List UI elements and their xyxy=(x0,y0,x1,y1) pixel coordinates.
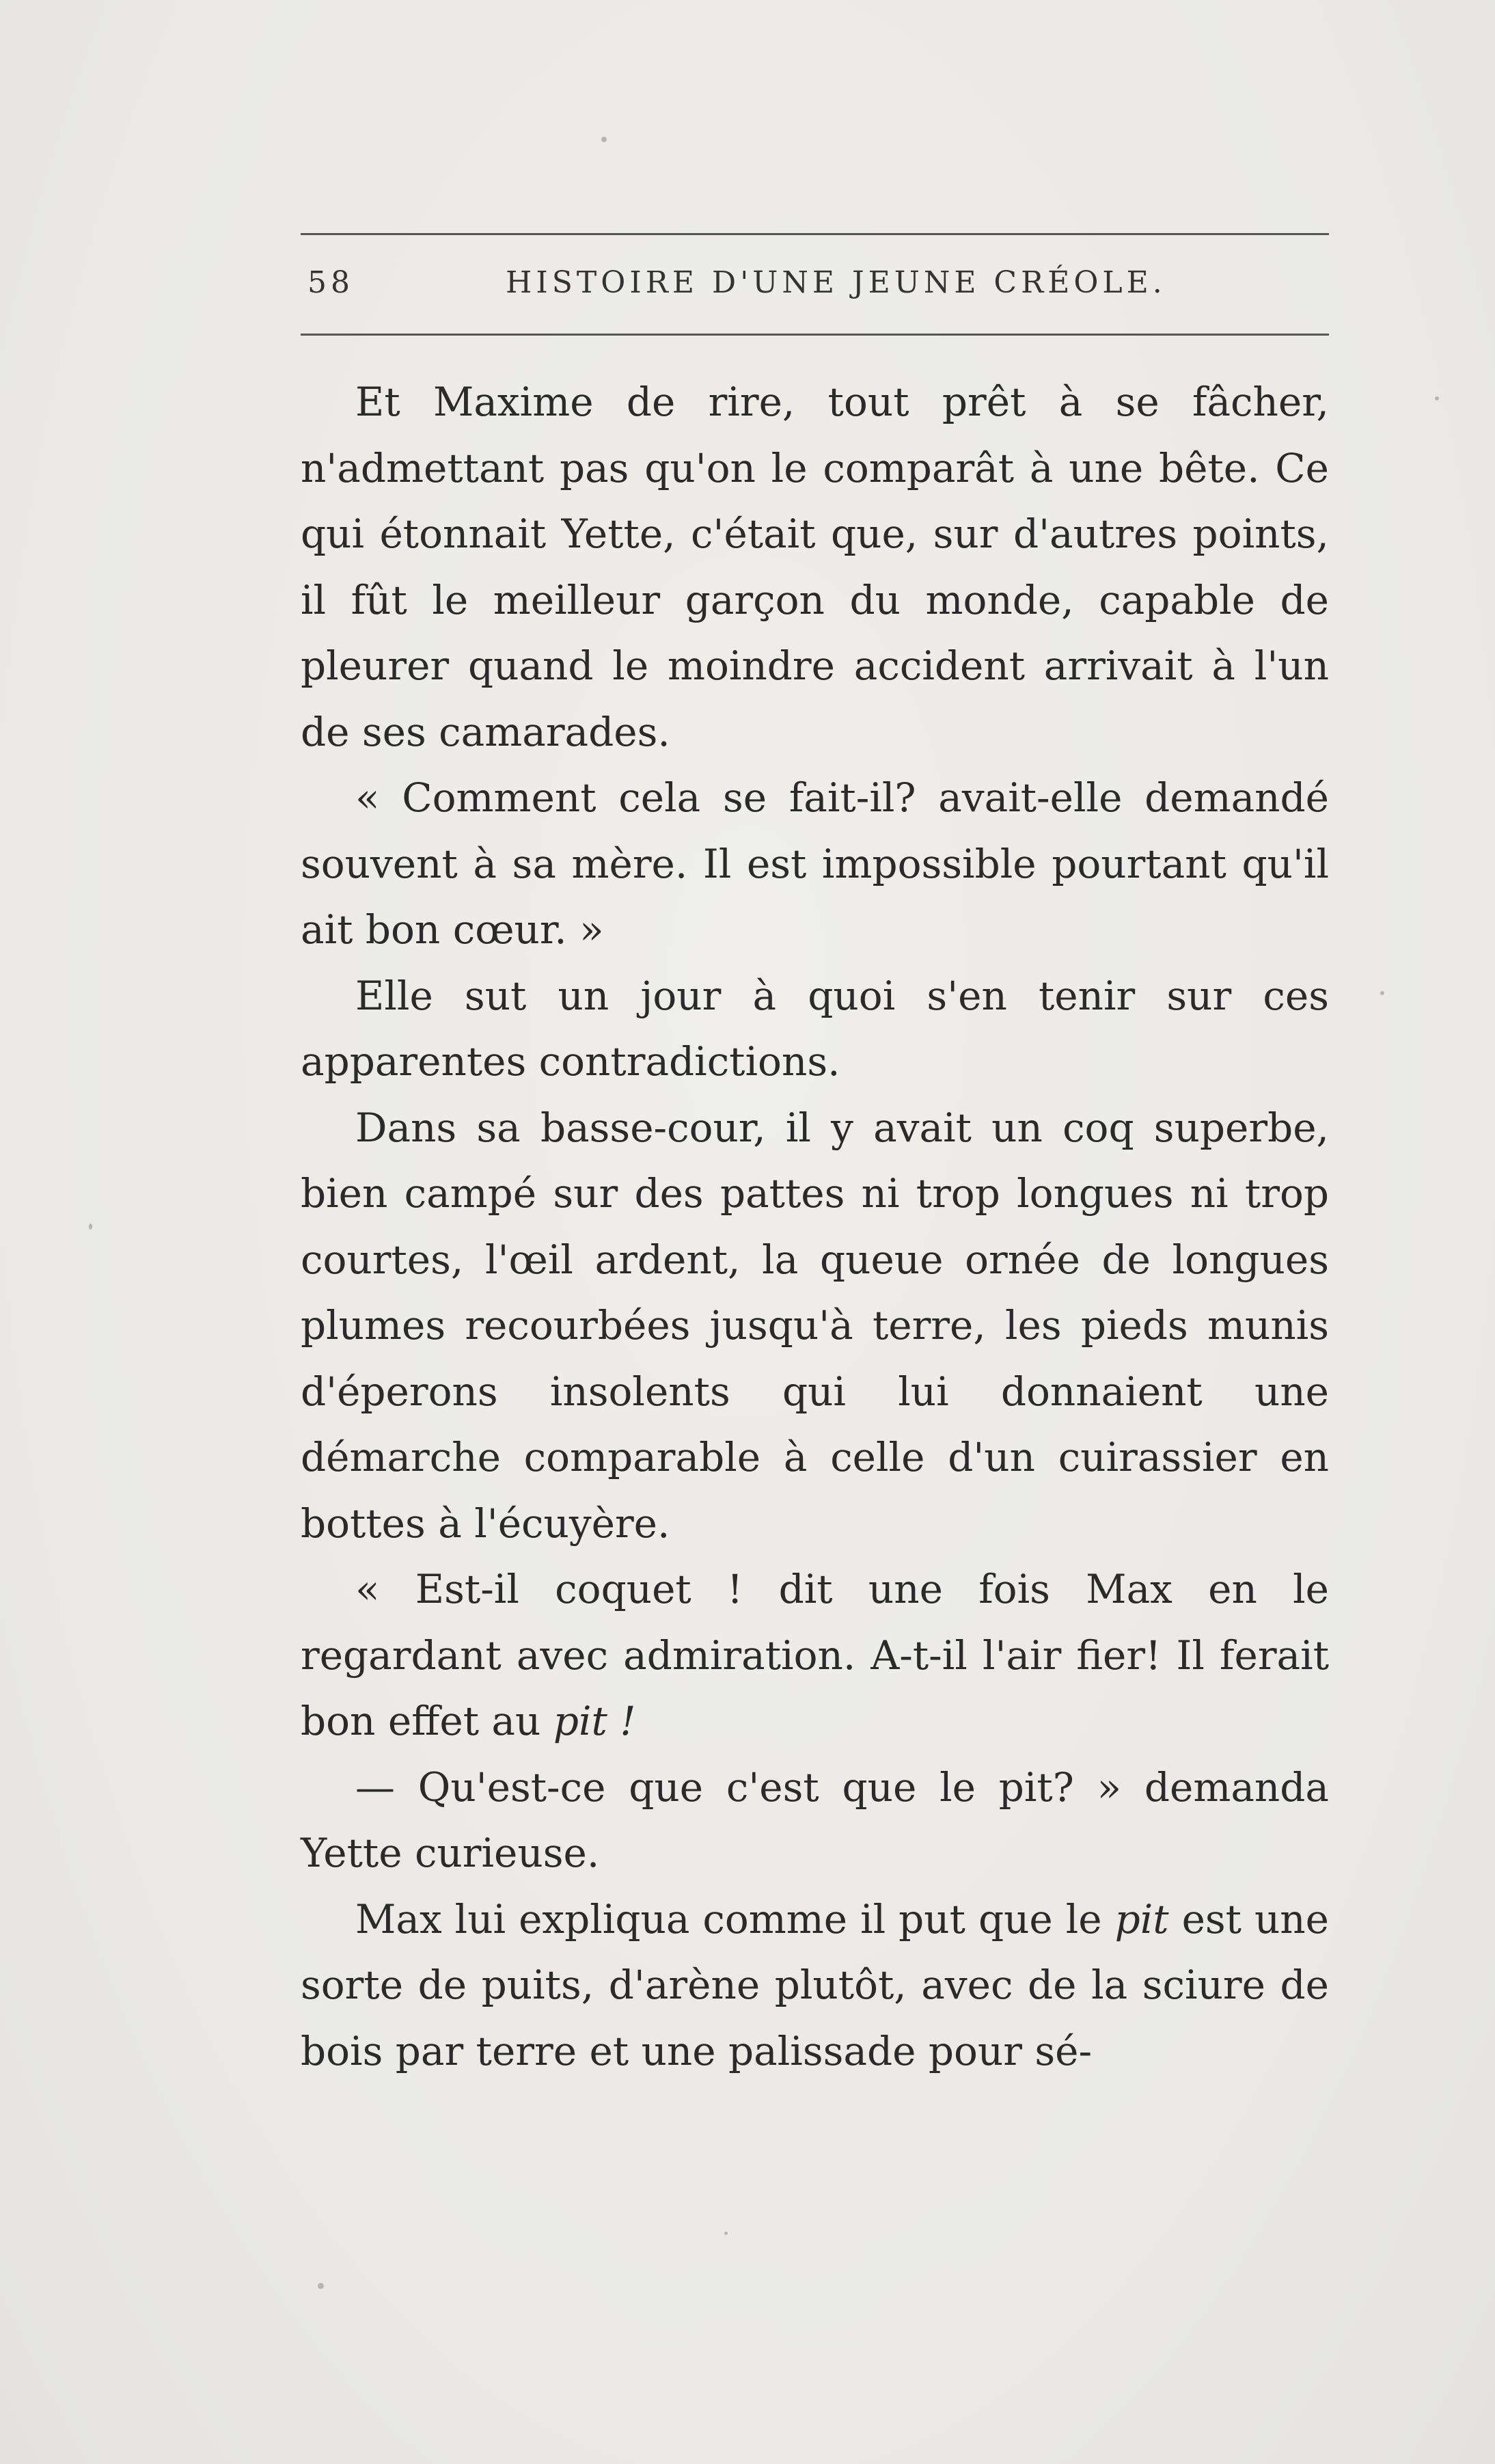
running-head: HISTOIRE D'UNE JEUNE CRÉOLE. xyxy=(506,265,1166,300)
paper-speck xyxy=(724,2232,728,2235)
paper-speck xyxy=(89,1223,92,1230)
paragraph xyxy=(301,369,1329,765)
paragraph-text: Et Maxime de rire, tout prêt à se fâcher, n'admettant pas qu'on le comparât à une bête. Ce qui étonnait Yette, c'était que, sur d'autres points, il fût le meilleur garçon du monde, capable de pleurer quand le moindre accident arrivait à l'un de ses camarades. xyxy=(301,379,1329,755)
italic-word: pit ! xyxy=(553,1698,636,1744)
paragraph xyxy=(301,1095,1329,1557)
paper-speck xyxy=(1435,396,1439,401)
paragraph-text: — Qu'est-ce que c'est que le pit? » demanda Yette curieuse. xyxy=(301,1763,1329,1876)
page-number: 58 xyxy=(307,265,354,300)
paper-speck xyxy=(601,137,607,142)
paragraph-text: est une sorte de puits, d'arène plutôt, avec de la sciure de bois par terre et une palissade pour sé- xyxy=(301,1895,1329,2074)
paper-speck xyxy=(318,2283,324,2289)
page-header xyxy=(301,260,1329,314)
paragraph xyxy=(301,963,1329,1095)
paragraph-text: « Comment cela se fait-il? avait-elle demandé souvent à sa mère. Il est impossible pourtant qu'il ait bon cœur. » xyxy=(301,774,1329,953)
header-top-rule xyxy=(301,233,1329,235)
paragraph-text: « Est-il coquet ! dit une fois Max en le regardant avec admiration. A-t-il l'air fier! Il ferait bon effet au xyxy=(301,1566,1329,1744)
paragraph-text: Max lui expliqua comme il put que le xyxy=(355,1895,1115,1942)
italic-word: pit xyxy=(1114,1895,1169,1942)
header-bottom-rule xyxy=(301,334,1329,336)
paragraph xyxy=(301,1755,1329,1886)
body-text xyxy=(301,369,1329,2084)
paragraph xyxy=(301,1556,1329,1755)
paragraph xyxy=(301,765,1329,963)
paper-speck xyxy=(1380,991,1384,995)
paragraph xyxy=(301,1886,1329,2085)
paragraph-text: Dans sa basse-cour, il y avait un coq superbe, bien campé sur des pattes ni trop longues ni trop courtes, l'œil ardent, la queue ornée de longues plumes recourbées jusqu'à terre, les pieds munis d'éperons insolents qui lui donnaient une démarche comparable à celle d'un cuirassier en bottes à l'écuyère. xyxy=(301,1104,1329,1547)
paragraph-text: Elle sut un jour à quoi s'en tenir sur ces apparentes contradictions. xyxy=(301,972,1329,1085)
